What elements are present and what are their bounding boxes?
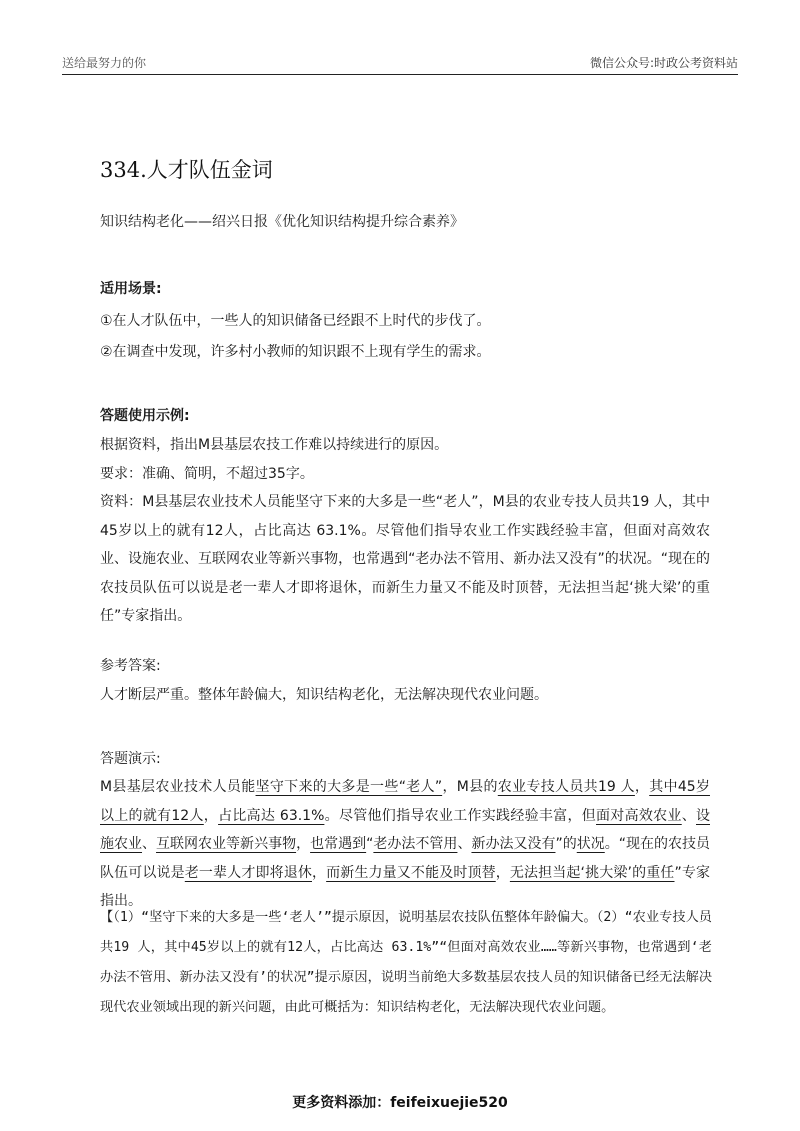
underlined-phrase: 也常遇到: [310, 836, 367, 852]
demo-heading: 答题演示:: [100, 751, 161, 767]
plain-text: 。尽管他们指导农业工作实践经验丰富，但: [324, 807, 597, 824]
plain-text: 、: [142, 836, 157, 852]
example-requirement: 要求：准确、简明，不超过35字。: [100, 466, 314, 482]
scenario-item-2: ②在调查中发现，许多村小教师的知识跟不上现有学生的需求。: [100, 344, 491, 360]
footer-contact: 更多资料添加：feifeixuejie520: [292, 1095, 508, 1111]
underlined-phrase: 老一辈人才即将退休: [184, 864, 312, 881]
plain-text: ，M县的: [442, 779, 498, 795]
underlined-phrase: 设施农业: [100, 807, 710, 852]
plain-text: 、: [457, 836, 472, 852]
page-header: [62, 52, 738, 75]
plain-text: 。“现在的农技员队伍可以说是: [100, 836, 711, 881]
underlined-phrase: 互联网农业等新兴事物: [156, 836, 297, 852]
plain-text: ，: [495, 864, 510, 881]
underlined-phrase: 面对高效农业: [596, 807, 682, 824]
example-heading: 答题使用示例:: [100, 408, 190, 424]
underlined-phrase: 无法担当起‘挑大梁’的重任: [509, 864, 675, 881]
underlined-phrase: 老办法不管用: [373, 836, 458, 852]
answer-text: 人才断层严重。整体年龄偏大，知识结构老化，无法解决现代农业问题。: [100, 687, 548, 703]
underlined-phrase: 农业专技人员共19 人: [497, 779, 635, 795]
demo-annotated-material: [100, 773, 710, 916]
scenario-item-1: ①在人才队伍中，一些人的知识储备已经跟不上时代的步伐了。: [100, 313, 491, 329]
plain-text: “: [366, 836, 374, 852]
plain-text: ，: [296, 836, 311, 852]
underlined-phrase: 新办法又没有: [471, 836, 556, 852]
header-slogan: 送给最努力的你: [62, 56, 147, 70]
plain-text: M县基层农业技术人员能: [100, 779, 256, 795]
header-wechat-account: 微信公众号:时政公考资料站: [589, 56, 738, 70]
underlined-phrase: 而新生力量又不能及时顶替: [326, 864, 496, 881]
underlined-phrase: 坚守下来的大多是一些“老人”: [255, 779, 443, 795]
plain-text: ，: [634, 779, 650, 795]
plain-text: 、: [681, 807, 696, 824]
underlined-phrase: 状况: [576, 836, 605, 852]
page-title: 334.人才队伍金词: [100, 158, 273, 182]
answer-heading: 参考答案:: [100, 658, 161, 674]
underlined-phrase: 占比高达 63.1%: [218, 807, 325, 824]
plain-text: ，: [203, 807, 219, 824]
scenario-heading: 适用场景:: [100, 281, 162, 297]
plain-text: ，: [312, 864, 327, 881]
underlined-phrase: 其中45岁以上的就有12人: [100, 779, 710, 824]
example-question: 根据资料，指出M县基层农技工作难以持续进行的原因。: [100, 437, 449, 453]
example-material: 资料：M县基层农业技术人员能坚守下来的大多是一些“老人”，M县的农业专技人员共19 人，其中45岁以上的就有12人，占比高达 63.1%。尽管他们指导农业工作实践经验丰富，但面对高效农业、设施农业、互联网农业等新兴事物，也常遇到“老办法不管用、新办法又没有”的状况。“现在的农技员队伍可以说是老一辈人才即将退休，而新生力量又不能及时顶替，无法担当起‘挑大梁’的重任”专家指出。: [100, 494, 710, 624]
demo-analysis: 【（1）“坚守下来的大多是一些‘老人’”提示原因，说明基层农技队伍整体年龄偏大。（2）“农业专技人员共19 人，其中45岁以上的就有12人，占比高达 63.1%”“但面对高效农业……等新兴事物，也常遇到‘老办法不管用、新办法又没有’的状况”提示原因，说明当前绝大多数基层农技人员的知识储备已经无法解决现代农业领域出现的新兴问题，由此可概括为：知识结构老化，无法解决现代农业问题。: [100, 910, 712, 1015]
plain-text: ”的: [555, 836, 577, 852]
source-line: 知识结构老化——绍兴日报《优化知识结构提升综合素养》: [100, 214, 464, 230]
plain-text: ”专家指出。: [100, 864, 711, 909]
